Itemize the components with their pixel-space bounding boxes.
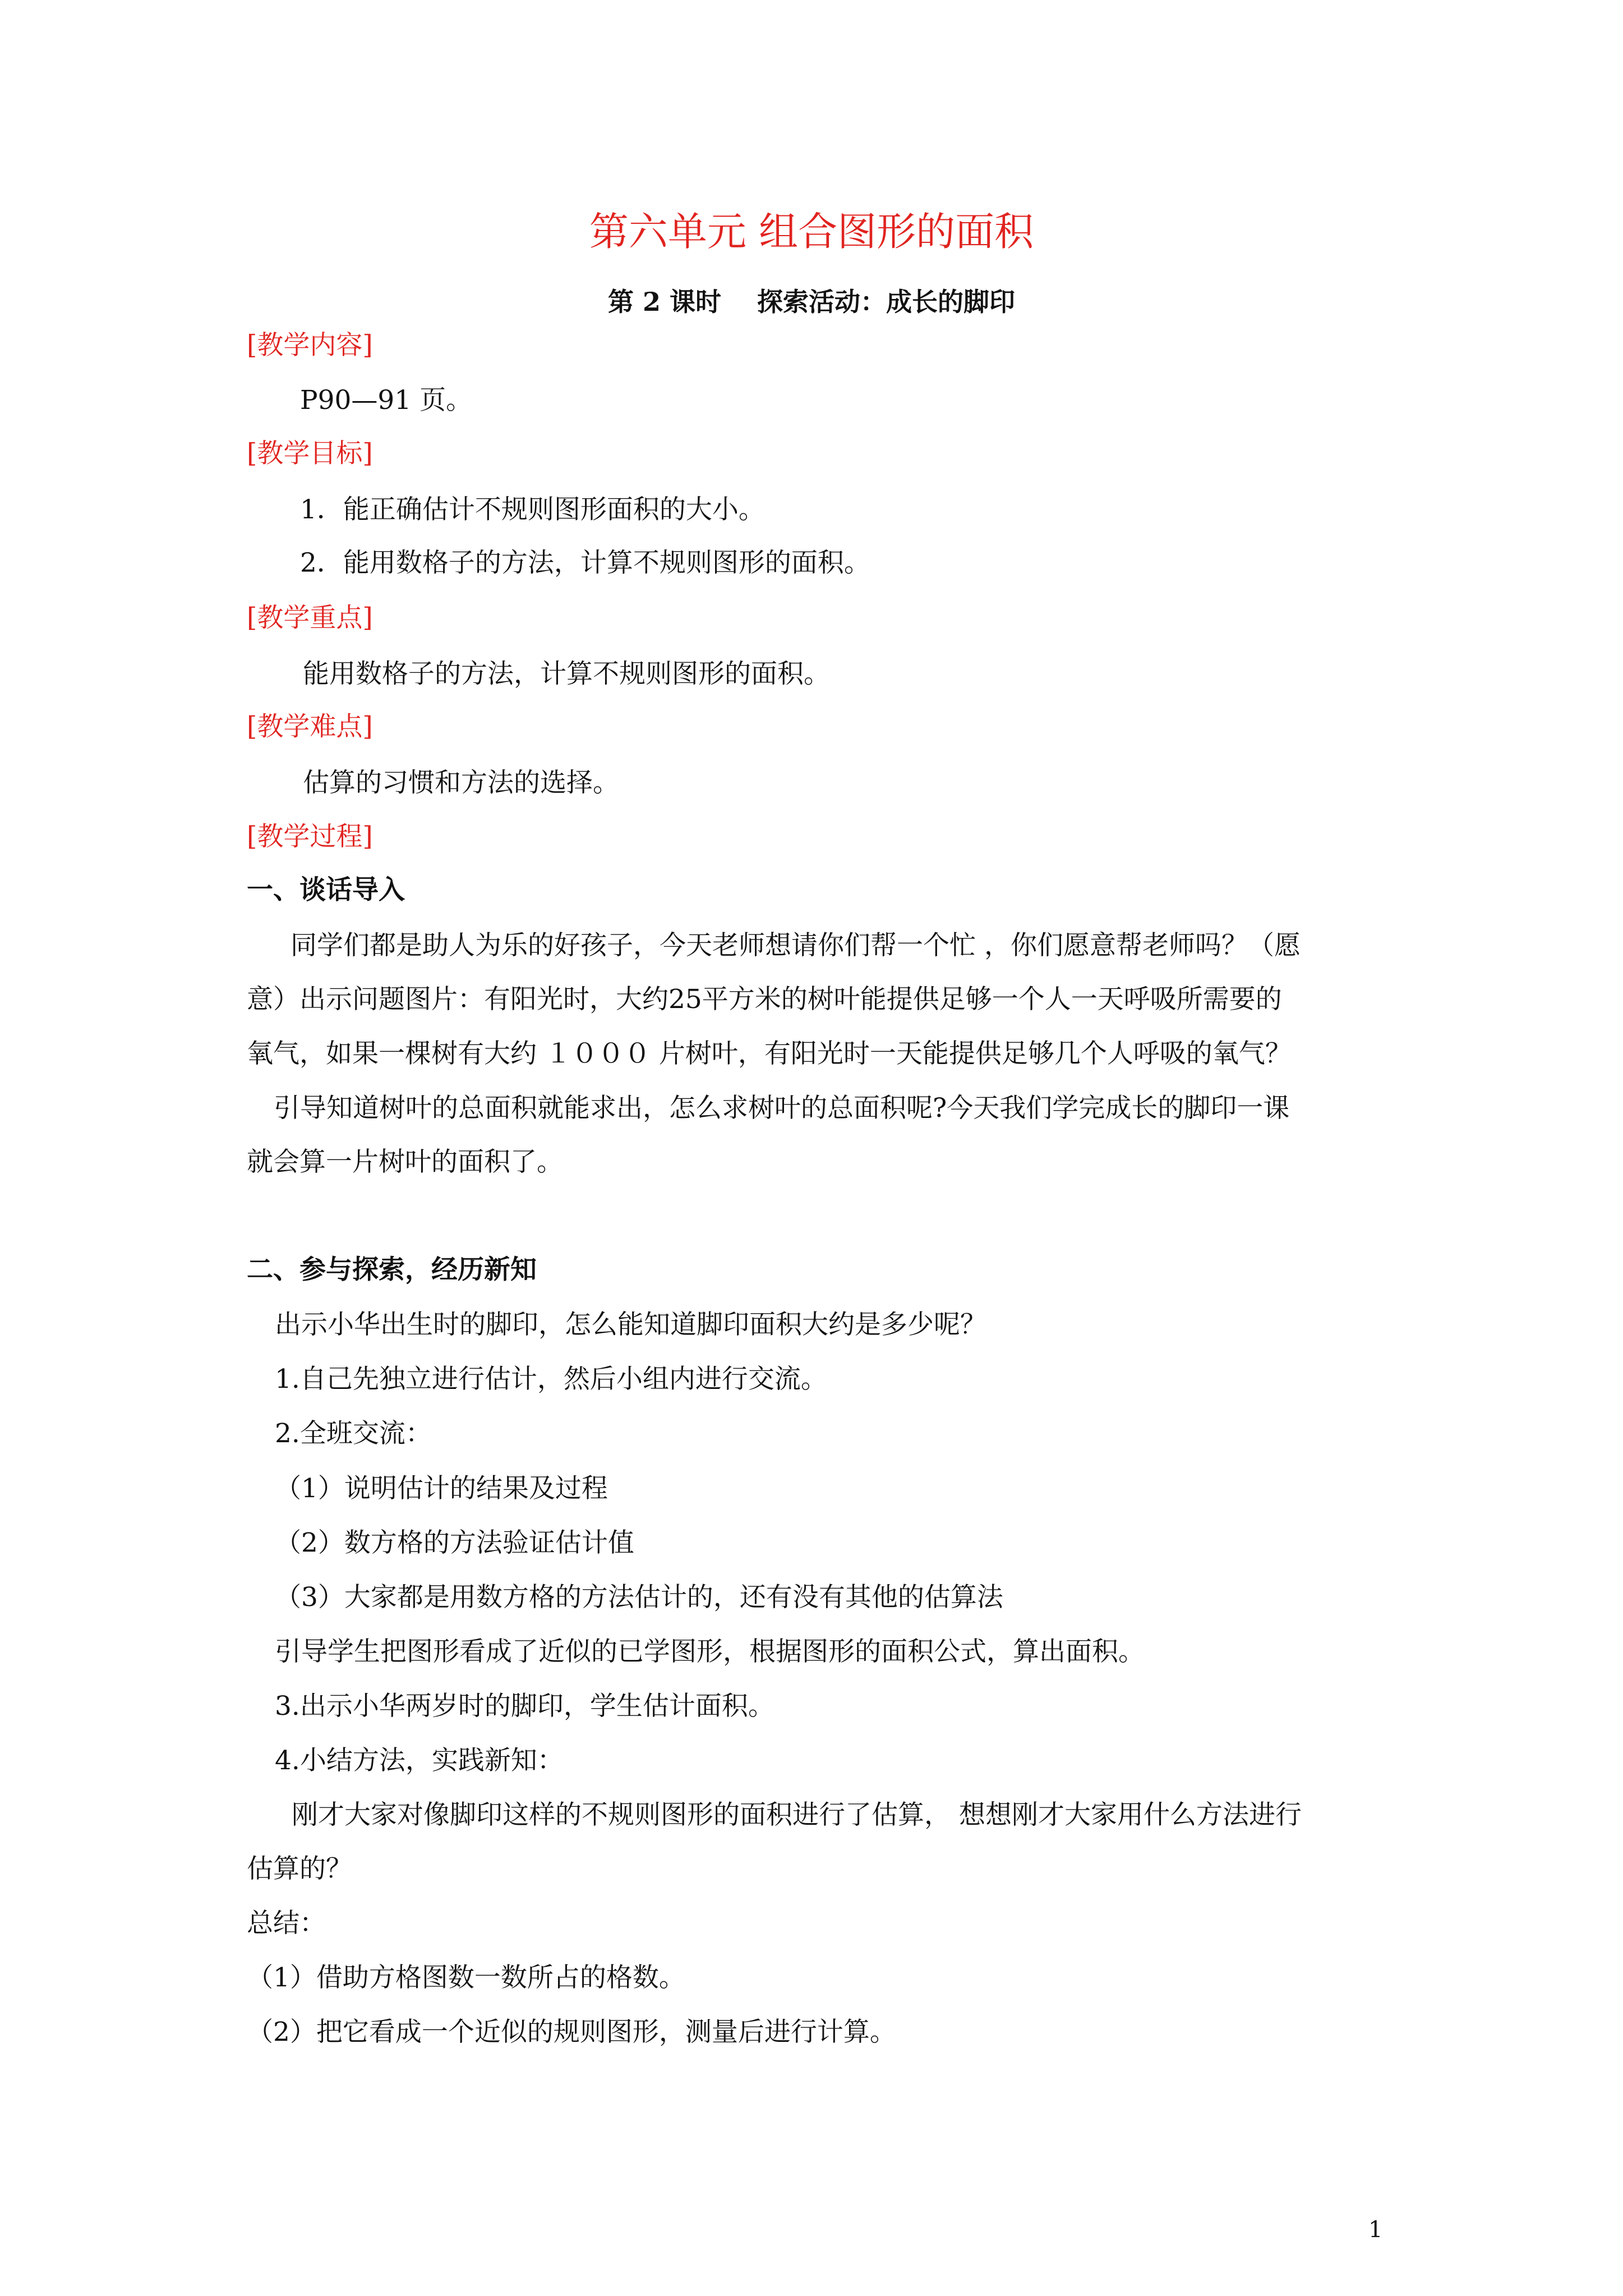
teaching-goals-heading: [教学目标] xyxy=(247,438,373,469)
part2-step-2: 2.全班交流： xyxy=(275,1418,432,1449)
part2-sub-item-3: （3）大家都是用数方格的方法估计的，还有没有其他的估算法 xyxy=(275,1582,1003,1613)
page-number: 1 xyxy=(1368,2217,1383,2243)
lesson-subtitle: 第 2 课时 探索活动：成长的脚印 xyxy=(607,287,1016,317)
part2-heading: 二、参与探索，经历新知 xyxy=(247,1254,537,1285)
goal-item-1: 1．能正确估计不规则图形面积的大小。 xyxy=(300,494,765,525)
summary-item-1: （1）借助方格图数一数所占的格数。 xyxy=(247,1962,685,1993)
part1-paragraph-line: 意）出示问题图片：有阳光时，大约25平方米的树叶能提供足够一个人一天呼吸所需要的 xyxy=(247,984,1282,1015)
part1-paragraph-line: 引导知道树叶的总面积就能求出，怎么求树叶的总面积呢?今天我们学完成长的脚印一课 xyxy=(274,1093,1290,1124)
part1-paragraph-line: 同学们都是助人为乐的好孩子，今天老师想请你们帮一个忙 ，你们愿意帮老师吗？（愿 xyxy=(291,930,1301,961)
goal-item-2: 2．能用数格子的方法，计算不规则图形的面积。 xyxy=(300,547,870,578)
teaching-key-heading: [教学重点] xyxy=(247,602,373,633)
summary-label: 总结： xyxy=(247,1908,326,1939)
part2-step-3: 3.出示小华两岁时的脚印，学生估计面积。 xyxy=(275,1691,774,1722)
part2-paragraph-line: 估算的？ xyxy=(247,1853,352,1884)
unit-title: 第六单元 组合图形的面积 xyxy=(589,209,1034,255)
part2-paragraph-line: 刚才大家对像脚印这样的不规则图形的面积进行了估算， 想想刚才大家用什么方法进行 xyxy=(292,1800,1302,1830)
part2-step-1: 1.自己先独立进行估计，然后小组内进行交流。 xyxy=(275,1364,827,1395)
summary-item-2: （2）把它看成一个近似的规则图形，测量后进行计算。 xyxy=(247,2017,896,2047)
part1-heading: 一、谈话导入 xyxy=(247,875,405,905)
teaching-difficulty-text: 估算的习惯和方法的选择。 xyxy=(303,767,619,798)
part2-step-4: 4.小结方法，实践新知： xyxy=(275,1745,564,1776)
part1-paragraph-line: 氧气，如果一棵树有大约 １０００ 片树叶，有阳光时一天能提供足够几个人呼吸的氧气？ xyxy=(247,1038,1292,1069)
teaching-key-text: 能用数格子的方法，计算不规则图形的面积。 xyxy=(303,659,830,689)
part2-sub-item-2: （2）数方格的方法验证估计值 xyxy=(275,1527,634,1558)
teaching-process-heading: [教学过程] xyxy=(247,821,373,852)
part2-sub-item-1: （1）说明估计的结果及过程 xyxy=(275,1473,608,1504)
part2-intro: 出示小华出生时的脚印，怎么能知道脚印面积大约是多少呢？ xyxy=(275,1309,986,1340)
part1-paragraph-line: 就会算一片树叶的面积了。 xyxy=(247,1147,563,1177)
teaching-difficulty-heading: [教学难点] xyxy=(247,711,373,742)
part2-guide: 引导学生把图形看成了近似的已学图形，根据图形的面积公式，算出面积。 xyxy=(275,1636,1145,1667)
teaching-content-text: P90—91 页。 xyxy=(300,385,473,416)
teaching-content-heading: [教学内容] xyxy=(247,330,373,361)
